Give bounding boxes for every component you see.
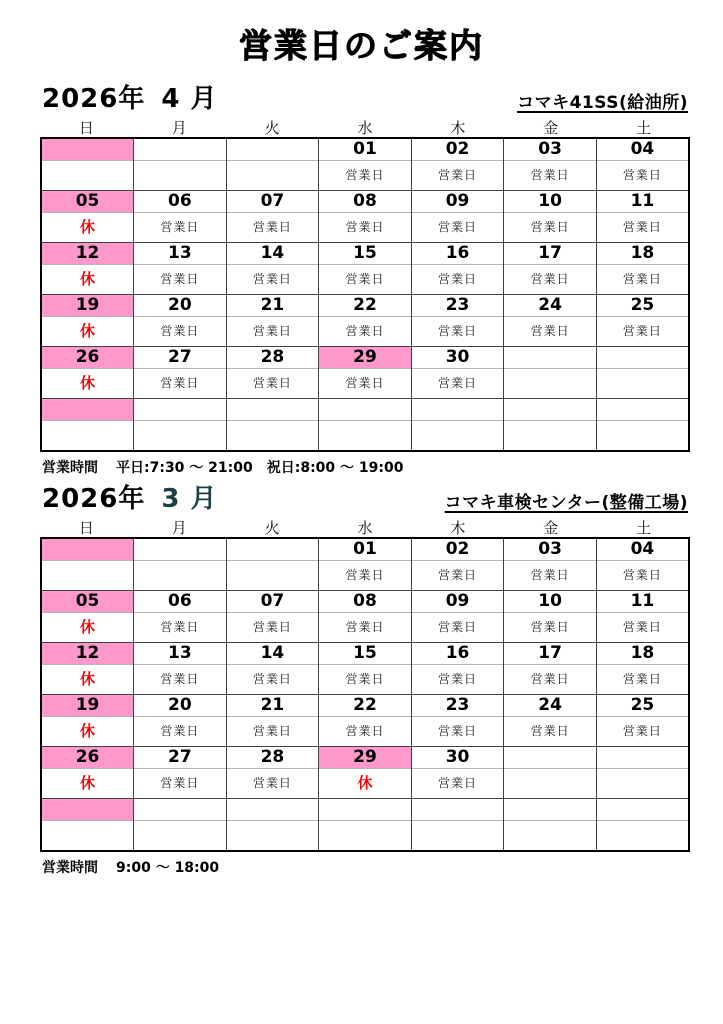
date-cell: 22 xyxy=(319,295,412,317)
weekday-header-row xyxy=(40,120,690,137)
date-cell: 18 xyxy=(596,243,689,265)
status-open: 営業日 xyxy=(134,369,227,399)
date-cell-highlighted: 19 xyxy=(41,295,134,317)
status-empty xyxy=(319,421,412,452)
status-open: 営業日 xyxy=(504,561,597,591)
date-cell: 17 xyxy=(504,243,597,265)
date-cell: 03 xyxy=(504,538,597,561)
weekday-label: 火 xyxy=(264,119,280,137)
date-cell xyxy=(134,138,227,161)
status-empty xyxy=(41,821,134,852)
date-cell: 06 xyxy=(134,591,227,613)
status-open: 営業日 xyxy=(319,265,412,295)
status-empty xyxy=(134,821,227,852)
date-cell: 01 xyxy=(319,138,412,161)
year-label: 2026年 xyxy=(42,84,146,114)
status-open: 営業日 xyxy=(596,161,689,191)
status-closed: 休 xyxy=(41,769,134,799)
status-open: 営業日 xyxy=(134,265,227,295)
weekday-label: 月 xyxy=(171,119,187,137)
weekday-label: 木 xyxy=(450,519,466,537)
status-open: 営業日 xyxy=(134,665,227,695)
date-cell xyxy=(134,799,227,821)
status-open: 営業日 xyxy=(319,665,412,695)
date-cell xyxy=(319,399,412,421)
date-cell xyxy=(504,399,597,421)
site-label: コマキ車検センター(整備工場) xyxy=(444,493,688,513)
weekday-label: 日 xyxy=(78,119,94,137)
status-open: 営業日 xyxy=(411,613,504,643)
status-open: 営業日 xyxy=(134,717,227,747)
status-open: 営業日 xyxy=(226,317,319,347)
date-cell xyxy=(596,347,689,369)
page-title: 営業日のご案内 xyxy=(239,26,484,65)
date-cell: 27 xyxy=(134,747,227,769)
status-open: 営業日 xyxy=(226,213,319,243)
date-cell: 03 xyxy=(504,138,597,161)
status-open: 営業日 xyxy=(504,317,597,347)
status-open: 営業日 xyxy=(411,265,504,295)
status-closed: 休 xyxy=(41,717,134,747)
status-open: 営業日 xyxy=(411,717,504,747)
date-cell: 07 xyxy=(226,191,319,213)
date-cell: 20 xyxy=(134,295,227,317)
status-empty xyxy=(41,561,134,591)
hours-text: 9:00 ～ 18:00 xyxy=(116,860,220,876)
status-open: 営業日 xyxy=(596,717,689,747)
date-cell: 08 xyxy=(319,591,412,613)
status-open: 営業日 xyxy=(226,717,319,747)
status-empty xyxy=(134,421,227,452)
status-empty xyxy=(41,421,134,452)
date-cell: 04 xyxy=(596,538,689,561)
date-cell: 25 xyxy=(596,295,689,317)
weekday-label: 月 xyxy=(171,519,187,537)
weekday-label: 木 xyxy=(450,119,466,137)
status-open: 営業日 xyxy=(504,161,597,191)
status-empty xyxy=(226,561,319,591)
date-cell: 11 xyxy=(596,591,689,613)
date-cell: 24 xyxy=(504,295,597,317)
date-cell xyxy=(134,538,227,561)
status-empty xyxy=(411,821,504,852)
date-cell: 11 xyxy=(596,191,689,213)
weekday-label: 土 xyxy=(636,519,652,537)
weekday-label: 日 xyxy=(78,519,94,537)
date-cell: 09 xyxy=(411,591,504,613)
status-open: 営業日 xyxy=(411,561,504,591)
date-cell: 08 xyxy=(319,191,412,213)
status-open: 営業日 xyxy=(319,613,412,643)
date-cell: 23 xyxy=(411,695,504,717)
hours-label: 営業時間 xyxy=(42,460,98,476)
status-open: 営業日 xyxy=(319,717,412,747)
status-closed: 休 xyxy=(41,213,134,243)
calendar-table xyxy=(40,537,690,852)
status-open: 営業日 xyxy=(319,317,412,347)
date-cell xyxy=(134,399,227,421)
hours-label: 営業時間 xyxy=(42,860,98,876)
status-empty xyxy=(596,369,689,399)
status-open: 営業日 xyxy=(504,265,597,295)
date-cell: 13 xyxy=(134,243,227,265)
status-open: 営業日 xyxy=(596,213,689,243)
status-open: 営業日 xyxy=(596,665,689,695)
hours-line xyxy=(40,457,690,477)
date-cell: 02 xyxy=(411,138,504,161)
status-open: 営業日 xyxy=(134,317,227,347)
status-open: 営業日 xyxy=(596,613,689,643)
month-label: 4 月 xyxy=(161,84,218,114)
status-open: 営業日 xyxy=(411,161,504,191)
status-empty xyxy=(41,161,134,191)
date-cell xyxy=(596,399,689,421)
date-cell: 30 xyxy=(411,747,504,769)
month-title xyxy=(42,84,218,114)
date-cell-highlighted xyxy=(41,538,134,561)
status-empty xyxy=(504,421,597,452)
status-empty xyxy=(596,421,689,452)
calendar-header xyxy=(40,84,690,114)
status-open: 営業日 xyxy=(319,561,412,591)
date-cell: 17 xyxy=(504,643,597,665)
date-cell xyxy=(504,347,597,369)
weekday-label: 火 xyxy=(264,519,280,537)
status-empty xyxy=(319,821,412,852)
month-label: 3 月 xyxy=(161,484,218,514)
date-cell: 14 xyxy=(226,643,319,665)
date-cell: 16 xyxy=(411,243,504,265)
date-cell xyxy=(411,399,504,421)
status-open: 営業日 xyxy=(504,213,597,243)
weekday-label: 水 xyxy=(357,519,373,537)
date-cell-highlighted: 05 xyxy=(41,191,134,213)
date-cell: 30 xyxy=(411,347,504,369)
date-cell: 13 xyxy=(134,643,227,665)
date-cell-highlighted: 05 xyxy=(41,591,134,613)
date-cell-highlighted: 26 xyxy=(41,747,134,769)
status-open: 営業日 xyxy=(411,213,504,243)
status-open: 営業日 xyxy=(504,613,597,643)
date-cell xyxy=(226,138,319,161)
status-empty xyxy=(596,821,689,852)
date-cell: 14 xyxy=(226,243,319,265)
date-cell-highlighted: 12 xyxy=(41,243,134,265)
month-title xyxy=(42,484,218,514)
status-open: 営業日 xyxy=(134,213,227,243)
status-empty xyxy=(226,421,319,452)
date-cell: 02 xyxy=(411,538,504,561)
date-cell: 27 xyxy=(134,347,227,369)
status-closed: 休 xyxy=(319,769,412,799)
weekday-header-row xyxy=(40,520,690,537)
date-cell-highlighted: 12 xyxy=(41,643,134,665)
status-open: 営業日 xyxy=(411,665,504,695)
weekday-label: 金 xyxy=(543,119,559,137)
site-label: コマキ41SS(給油所) xyxy=(517,93,688,113)
date-cell-highlighted: 29 xyxy=(319,347,412,369)
status-empty xyxy=(134,161,227,191)
status-empty xyxy=(226,161,319,191)
status-empty xyxy=(134,561,227,591)
weekday-label: 土 xyxy=(636,119,652,137)
date-cell: 23 xyxy=(411,295,504,317)
status-open: 営業日 xyxy=(134,613,227,643)
date-cell-highlighted xyxy=(41,138,134,161)
status-open: 営業日 xyxy=(226,613,319,643)
calendar-april-2026 xyxy=(40,84,690,477)
status-open: 営業日 xyxy=(411,369,504,399)
date-cell: 15 xyxy=(319,243,412,265)
date-cell: 06 xyxy=(134,191,227,213)
date-cell-highlighted: 29 xyxy=(319,747,412,769)
status-empty xyxy=(504,369,597,399)
date-cell: 24 xyxy=(504,695,597,717)
date-cell: 09 xyxy=(411,191,504,213)
calendar-march-2026 xyxy=(40,484,690,877)
date-cell xyxy=(504,799,597,821)
calendar-header xyxy=(40,484,690,514)
status-open: 営業日 xyxy=(226,369,319,399)
date-cell: 20 xyxy=(134,695,227,717)
status-closed: 休 xyxy=(41,369,134,399)
date-cell xyxy=(226,799,319,821)
date-cell-highlighted: 19 xyxy=(41,695,134,717)
date-cell: 18 xyxy=(596,643,689,665)
date-cell xyxy=(596,799,689,821)
date-cell xyxy=(411,799,504,821)
status-open: 営業日 xyxy=(319,369,412,399)
year-label: 2026年 xyxy=(42,484,146,514)
status-open: 営業日 xyxy=(596,265,689,295)
date-cell: 22 xyxy=(319,695,412,717)
status-open: 営業日 xyxy=(504,717,597,747)
hours-text: 平日:7:30 ～ 21:00 祝日:8:00 ～ 19:00 xyxy=(116,460,404,476)
status-closed: 休 xyxy=(41,317,134,347)
date-cell-highlighted xyxy=(41,799,134,821)
status-open: 営業日 xyxy=(134,769,227,799)
status-open: 営業日 xyxy=(596,561,689,591)
status-open: 営業日 xyxy=(319,213,412,243)
date-cell-highlighted: 26 xyxy=(41,347,134,369)
date-cell: 28 xyxy=(226,747,319,769)
date-cell: 28 xyxy=(226,347,319,369)
status-empty xyxy=(504,769,597,799)
status-empty xyxy=(411,421,504,452)
status-open: 営業日 xyxy=(504,665,597,695)
status-empty xyxy=(596,769,689,799)
status-closed: 休 xyxy=(41,265,134,295)
date-cell: 21 xyxy=(226,695,319,717)
date-cell: 25 xyxy=(596,695,689,717)
date-cell-highlighted xyxy=(41,399,134,421)
date-cell: 01 xyxy=(319,538,412,561)
status-open: 営業日 xyxy=(226,769,319,799)
status-open: 営業日 xyxy=(319,161,412,191)
calendar-table xyxy=(40,137,690,452)
status-empty xyxy=(226,821,319,852)
date-cell xyxy=(319,799,412,821)
date-cell xyxy=(226,399,319,421)
date-cell: 16 xyxy=(411,643,504,665)
status-open: 営業日 xyxy=(226,665,319,695)
date-cell: 04 xyxy=(596,138,689,161)
date-cell: 10 xyxy=(504,191,597,213)
status-empty xyxy=(504,821,597,852)
status-closed: 休 xyxy=(41,613,134,643)
date-cell: 10 xyxy=(504,591,597,613)
status-open: 営業日 xyxy=(411,317,504,347)
hours-line xyxy=(40,857,690,877)
status-closed: 休 xyxy=(41,665,134,695)
date-cell xyxy=(504,747,597,769)
date-cell xyxy=(596,747,689,769)
date-cell: 07 xyxy=(226,591,319,613)
date-cell: 21 xyxy=(226,295,319,317)
date-cell: 15 xyxy=(319,643,412,665)
weekday-label: 水 xyxy=(357,119,373,137)
status-open: 営業日 xyxy=(596,317,689,347)
status-open: 営業日 xyxy=(226,265,319,295)
date-cell xyxy=(226,538,319,561)
status-open: 営業日 xyxy=(411,769,504,799)
weekday-label: 金 xyxy=(543,519,559,537)
